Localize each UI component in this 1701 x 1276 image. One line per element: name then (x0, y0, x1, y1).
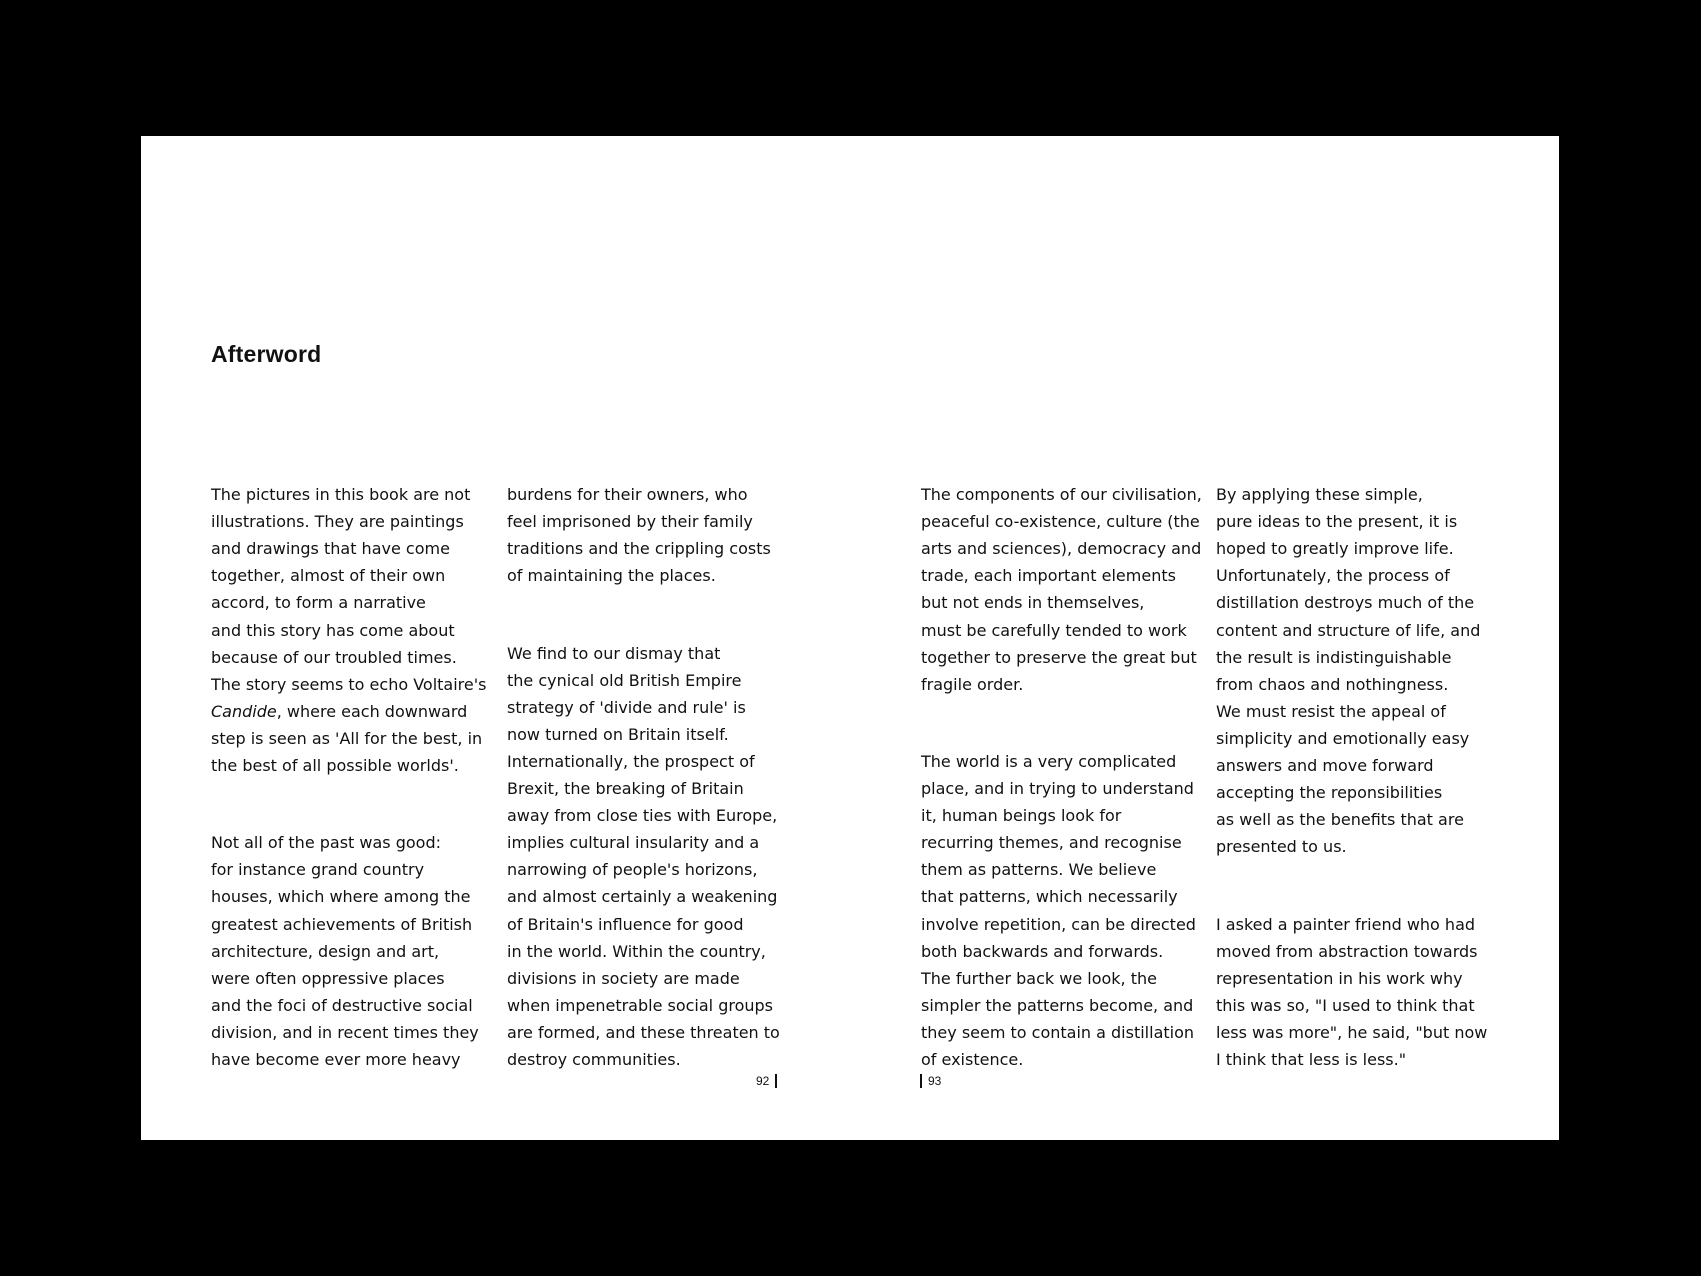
page-number-text: 93 (928, 1074, 942, 1088)
chapter-title: Afterword (211, 341, 322, 367)
text-run: , where each downward step is seen as 'All for the best, in the best of all possible worlds'. (211, 701, 483, 776)
paragraph: I asked a painter friend who had moved from abstraction towards representation in his work why this was so, "I used to think that less was more", he said, "but now I think that less is less." (1216, 914, 1488, 1069)
paragraph: Not all of the past was good: for instance grand country houses, which where among the greatest achievements of British architecture, design and art, were often oppressive places and the foci of destructive social division, and in recent times they have become ever more heavy (211, 833, 479, 1069)
text-column-2 (507, 454, 792, 1100)
page-number-text: 92 (756, 1074, 770, 1088)
book-title-candide: Candide (211, 701, 277, 721)
paragraph (211, 481, 496, 779)
text-column-4 (1216, 454, 1501, 1100)
paragraph: The components of our civilisation, peaceful co-existence, culture (the arts and sciences), democracy and trade, each important elements but not ends in themselves, must be carefully tended to work together to preserve the great but fragile order. (921, 485, 1202, 694)
book-spread (141, 136, 1559, 1140)
page-number-left (756, 1074, 777, 1088)
folio-bar (775, 1074, 777, 1088)
folio-bar (920, 1074, 922, 1088)
paragraph: burdens for their owners, who feel imprisoned by their family traditions and the crippling costs of maintaining the places. (507, 485, 771, 586)
page-number-right (920, 1074, 941, 1088)
text-column-1 (211, 454, 496, 1100)
paragraph: We find to our dismay that the cynical old British Empire strategy of 'divide and rule' is now turned on Britain itself. Internationally, the prospect of Brexit, the breaking of Britain away from close ties with Europe, implies cultural insularity and a narrowing of people's horizons, and almost certainly a weakening of Britain's influence for good in the world. Within the country, divisions in society are made when impenetrable social groups are formed, and these threaten to destroy communities. (507, 643, 780, 1069)
paragraph: By applying these simple, pure ideas to the present, it is hoped to greatly improve life. Unfortunately, the process of distillation destroys much of the content and structure of life, and the result is indistinguishable from chaos and nothingness. We must resist the appeal of simplicity and emotionally easy answers and move forward accepting the reponsibilities as well as the benefits that are presented to us. (1216, 485, 1481, 857)
text-run: The pictures in this book are not illustrations. They are paintings and drawings that have come together, almost of their own accord, to form a narrative and this story has come about because of our troubled times. The story seems to echo Voltaire's (211, 485, 487, 694)
paragraph: The world is a very complicated place, and in trying to understand it, human beings look for recurring themes, and recognise them as patterns. We believe that patterns, which necessarily involve repetition, can be directed both backwards and forwards. The further back we look, the simpler the patterns become, and they seem to contain a distillation of existence. (921, 751, 1196, 1069)
text-column-3 (921, 454, 1206, 1100)
